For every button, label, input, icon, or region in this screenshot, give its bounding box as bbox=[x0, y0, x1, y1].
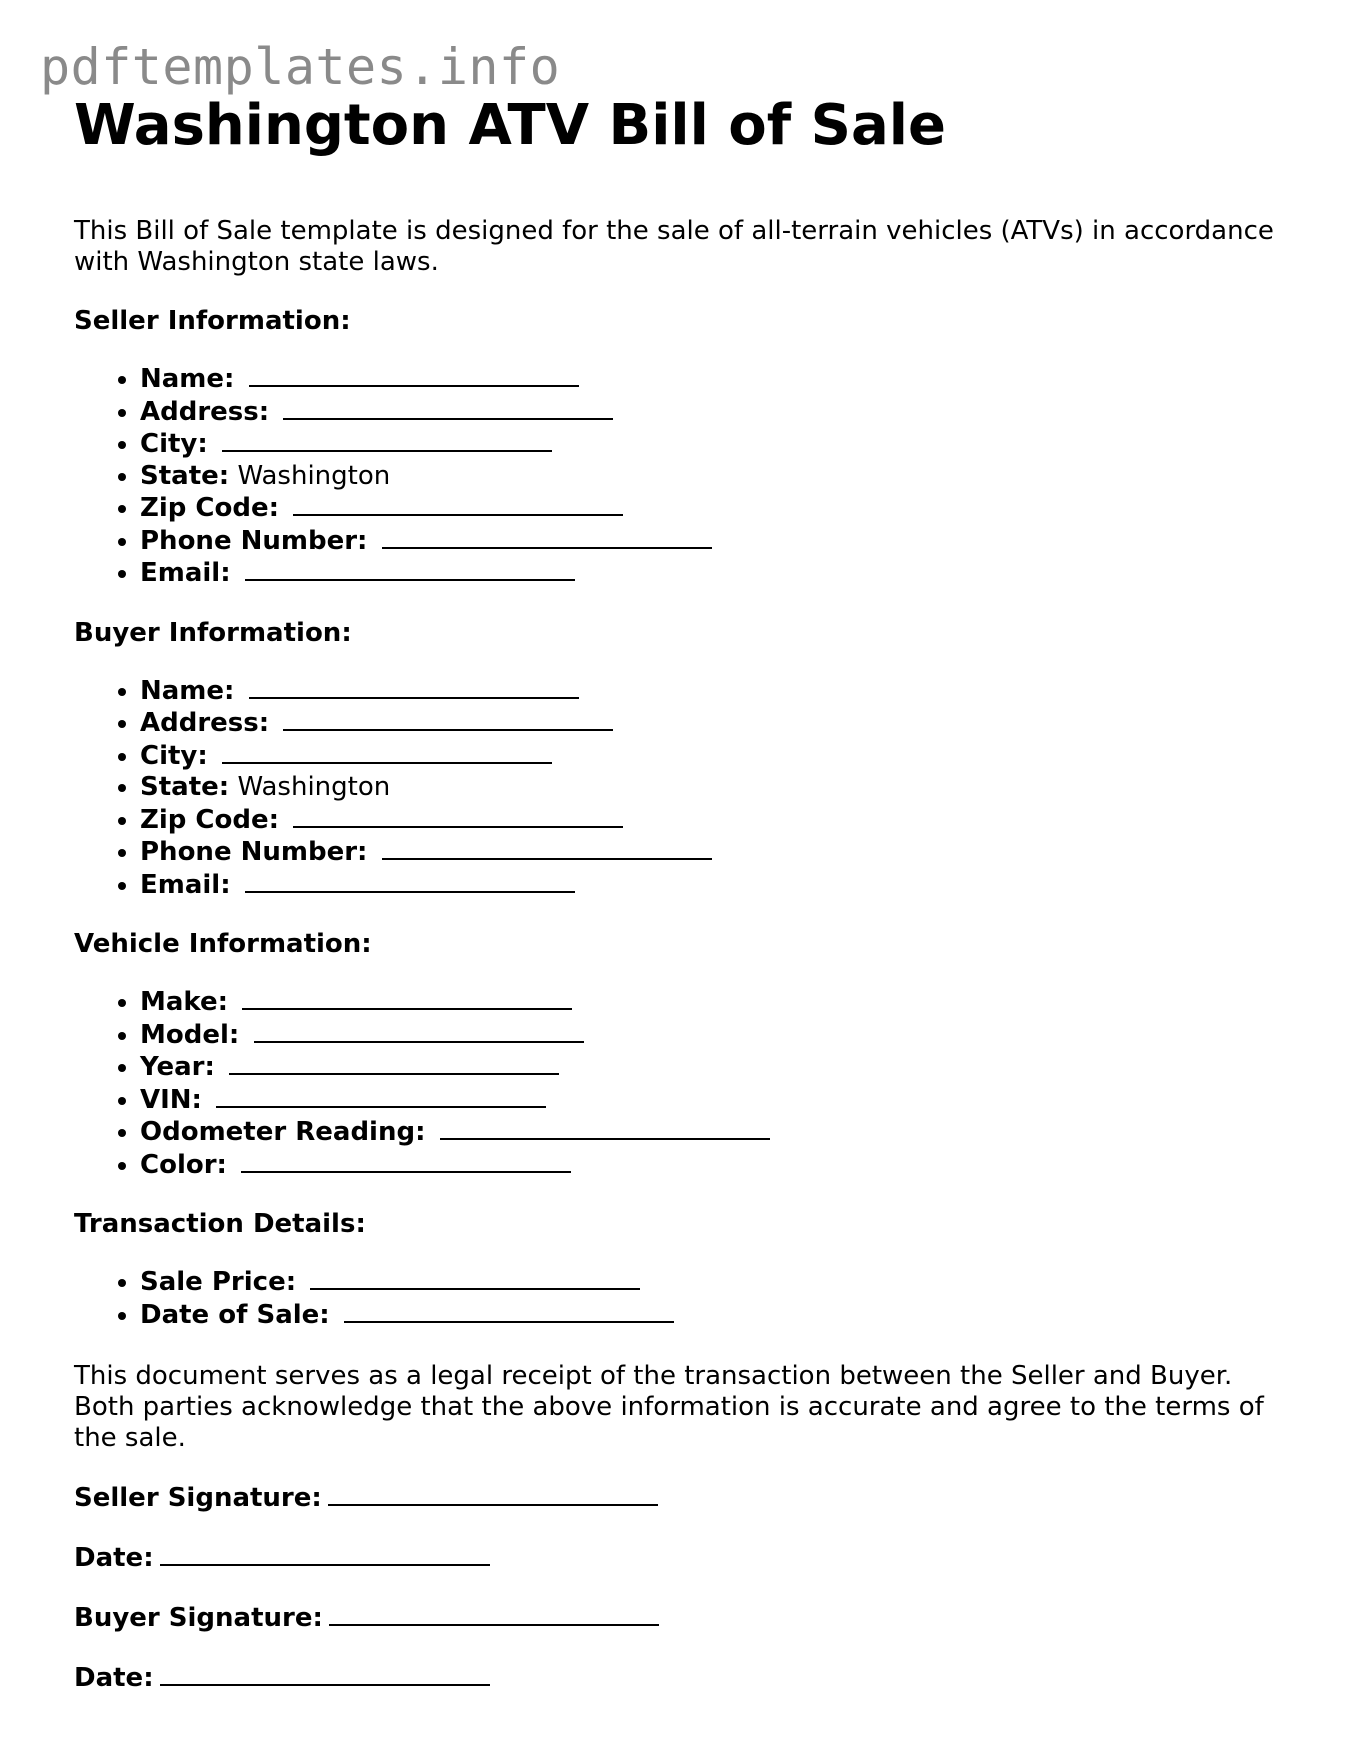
buyer-date-line[interactable] bbox=[160, 1662, 490, 1686]
vehicle-field-item bbox=[140, 1019, 1274, 1052]
buyer-field-item bbox=[140, 740, 1274, 773]
vehicle-field-blank[interactable] bbox=[242, 986, 572, 1010]
buyer-field-list bbox=[74, 675, 1274, 902]
vehicle-field-label: Make: bbox=[140, 987, 229, 1018]
buyer-field-blank[interactable] bbox=[382, 836, 712, 860]
seller-field-label: State: bbox=[140, 460, 230, 491]
seller-signature-line[interactable] bbox=[328, 1482, 658, 1506]
seller-field-item bbox=[140, 557, 1274, 590]
seller-field-item bbox=[140, 492, 1274, 525]
transaction-field-blank[interactable] bbox=[344, 1299, 674, 1323]
buyer-date-row bbox=[74, 1662, 1274, 1694]
buyer-field-label: Zip Code: bbox=[140, 804, 280, 835]
buyer-field-label: Address: bbox=[140, 708, 270, 739]
buyer-field-label: Phone Number: bbox=[140, 837, 368, 868]
buyer-field-blank[interactable] bbox=[293, 804, 623, 828]
vehicle-field-blank[interactable] bbox=[229, 1051, 559, 1075]
vehicle-field-blank[interactable] bbox=[241, 1149, 571, 1173]
seller-date-row bbox=[74, 1542, 1274, 1574]
seller-field-label: Name: bbox=[140, 364, 235, 395]
seller-signature-row bbox=[74, 1482, 1274, 1514]
vehicle-field-label: Color: bbox=[140, 1149, 227, 1180]
page-title: Washington ATV Bill of Sale bbox=[74, 93, 946, 158]
buyer-field-label: Name: bbox=[140, 675, 235, 706]
seller-date-line[interactable] bbox=[160, 1542, 490, 1566]
seller-field-blank[interactable] bbox=[283, 396, 613, 420]
document-page bbox=[74, 94, 1274, 1694]
vehicle-field-label: Model: bbox=[140, 1019, 240, 1050]
seller-field-item bbox=[140, 396, 1274, 429]
seller-field-blank[interactable] bbox=[249, 363, 579, 387]
seller-field-item bbox=[140, 363, 1274, 396]
transaction-section-heading: Transaction Details: bbox=[74, 1209, 366, 1240]
vehicle-section-heading: Vehicle Information: bbox=[74, 929, 372, 960]
vehicle-field-item bbox=[140, 986, 1274, 1019]
vehicle-field-label: Year: bbox=[140, 1052, 215, 1083]
transaction-field-list bbox=[74, 1266, 1274, 1331]
seller-section-heading: Seller Information: bbox=[74, 306, 351, 337]
seller-field-label: Email: bbox=[140, 558, 231, 589]
seller-date-label: Date: bbox=[74, 1543, 154, 1574]
buyer-field-item bbox=[140, 675, 1274, 708]
buyer-signature-line[interactable] bbox=[329, 1602, 659, 1626]
seller-field-label: Address: bbox=[140, 396, 270, 427]
seller-field-blank[interactable] bbox=[382, 525, 712, 549]
intro-paragraph: This Bill of Sale template is designed for the sale of all-terrain vehicles (ATVs) in accordance with Washington state laws. bbox=[74, 216, 1274, 278]
buyer-signature-row bbox=[74, 1602, 1274, 1634]
transaction-field-item bbox=[140, 1299, 1274, 1332]
buyer-field-blank[interactable] bbox=[249, 675, 579, 699]
buyer-field-label: Email: bbox=[140, 869, 231, 900]
buyer-field-blank[interactable] bbox=[222, 740, 552, 764]
buyer-field-blank[interactable] bbox=[283, 707, 613, 731]
seller-field-item bbox=[140, 461, 1274, 493]
seller-field-item bbox=[140, 428, 1274, 461]
buyer-section-heading: Buyer Information: bbox=[74, 617, 352, 648]
vehicle-field-item bbox=[140, 1051, 1274, 1084]
buyer-field-item bbox=[140, 804, 1274, 837]
buyer-field-blank[interactable] bbox=[245, 869, 575, 893]
watermark: pdftemplates.info bbox=[40, 38, 561, 96]
closing-paragraph: This document serves as a legal receipt of the transaction between the Seller and Buyer. Both parties acknowledge that the above information is accurate and agree to the terms of the sale. bbox=[74, 1361, 1264, 1454]
buyer-field-label: City: bbox=[140, 740, 208, 771]
buyer-field-item bbox=[140, 772, 1274, 804]
vehicle-field-item bbox=[140, 1149, 1274, 1182]
transaction-field-blank[interactable] bbox=[310, 1266, 640, 1290]
seller-field-label: Phone Number: bbox=[140, 525, 368, 556]
buyer-field-item bbox=[140, 836, 1274, 869]
vehicle-field-list bbox=[74, 986, 1274, 1181]
seller-field-blank[interactable] bbox=[293, 492, 623, 516]
seller-field-value: Washington bbox=[237, 460, 391, 491]
vehicle-field-item bbox=[140, 1084, 1274, 1117]
buyer-field-item bbox=[140, 707, 1274, 740]
buyer-field-label: State: bbox=[140, 772, 230, 803]
seller-field-label: Zip Code: bbox=[140, 493, 280, 524]
buyer-field-value: Washington bbox=[237, 772, 391, 803]
buyer-field-item bbox=[140, 869, 1274, 902]
transaction-field-label: Sale Price: bbox=[140, 1267, 297, 1298]
vehicle-field-label: VIN: bbox=[140, 1084, 202, 1115]
vehicle-field-blank[interactable] bbox=[254, 1019, 584, 1043]
vehicle-field-label: Odometer Reading: bbox=[140, 1117, 426, 1148]
seller-field-blank[interactable] bbox=[222, 428, 552, 452]
vehicle-field-blank[interactable] bbox=[216, 1084, 546, 1108]
transaction-field-item bbox=[140, 1266, 1274, 1299]
seller-field-list bbox=[74, 363, 1274, 590]
vehicle-field-item bbox=[140, 1116, 1274, 1149]
buyer-signature-label: Buyer Signature: bbox=[74, 1603, 323, 1634]
vehicle-field-blank[interactable] bbox=[440, 1116, 770, 1140]
seller-signature-label: Seller Signature: bbox=[74, 1483, 322, 1514]
seller-field-blank[interactable] bbox=[245, 557, 575, 581]
seller-field-label: City: bbox=[140, 429, 208, 460]
buyer-date-label: Date: bbox=[74, 1663, 154, 1694]
transaction-field-label: Date of Sale: bbox=[140, 1299, 330, 1330]
seller-field-item bbox=[140, 525, 1274, 558]
